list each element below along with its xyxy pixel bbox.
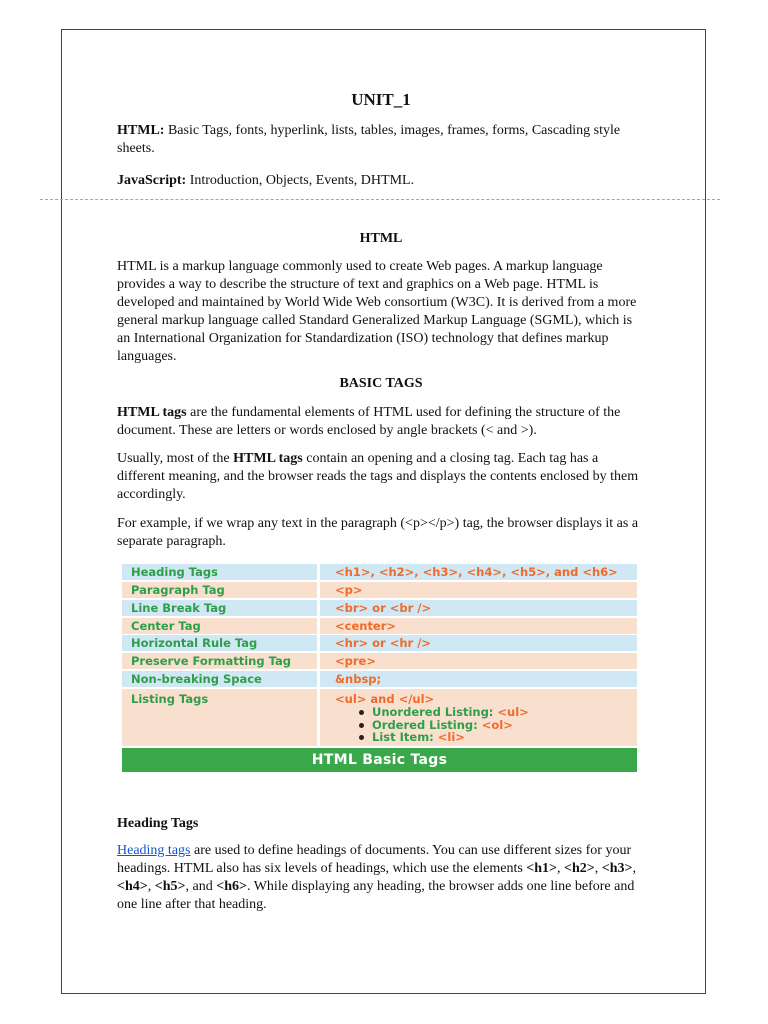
tag-h5: <h5> (154, 879, 186, 894)
tag-name-cell: Preserve Formatting Tag (122, 653, 317, 669)
heading-tags-link[interactable]: Heading tags (117, 843, 191, 858)
unit-title: UNIT_1 (351, 90, 411, 109)
js-topics-text: Introduction, Objects, Events, DHTML. (186, 173, 415, 188)
list-tag: <li> (437, 730, 465, 744)
html-label: HTML: (117, 123, 165, 138)
tag-name-cell: Listing Tags (122, 689, 317, 746)
table-row (122, 582, 637, 598)
list-tag: <ul> (497, 705, 529, 719)
tag-name-cell: Paragraph Tag (122, 582, 317, 598)
heading-text-2: . While displaying any heading, the browser adds one line before and one line after that heading. (117, 879, 635, 912)
html-paragraph: HTML is a markup language commonly used to create Web pages. A markup language provides a way to describe the structure of text and graphics on a Web page. HTML is developed and maintained by World Wide Web consortium (W3C). It is derived from a more general markup language called Standard Generalized Markup Language (SGML), which is an International Organization for Standardization (ISO) technology that defines markup languages. (117, 259, 637, 364)
table-row (122, 635, 637, 651)
basic-tags-paragraph-2 (117, 450, 645, 504)
tag-h1: <h1> (526, 861, 558, 876)
basic-tags-paragraph-3: For example, if we wrap any text in the paragraph (<p></p>) tag, the browser displays it as a separate paragraph. (117, 516, 639, 549)
html-topics (117, 122, 645, 158)
list-item (359, 705, 529, 719)
js-label: JavaScript: (117, 173, 187, 188)
heading-text-1: are used to define headings of documents. You can use different sizes for your headings. HTML also has six levels of headings, which use the elements (117, 843, 632, 876)
heading-tags-paragraph (117, 842, 645, 914)
html-basic-tags-table (122, 564, 637, 772)
bullet-icon (359, 723, 364, 728)
p2-text: contain an opening and a closing tag. Each tag has a different meaning, and the browser reads the tags and displays the contents enclosed by them accordingly. (117, 451, 639, 502)
page-break-line (40, 199, 720, 200)
heading-tags-title: Heading Tags (117, 816, 199, 831)
list-label: Ordered Listing: (372, 718, 482, 732)
p1-text: are the fundamental elements of HTML used for defining the structure of the document. These are letters or words enclosed by angle brackets (< and >). (117, 405, 621, 438)
html-topics-text: Basic Tags, fonts, hyperlink, lists, tables, images, frames, forms, Cascading style sheets. (117, 123, 621, 156)
tag-value-cell: <hr> or <hr /> (320, 635, 637, 651)
list-item (359, 730, 465, 744)
sep-5: , and (185, 879, 217, 894)
table-row (122, 600, 637, 616)
js-topics (117, 172, 645, 190)
sep-3: , (632, 861, 637, 876)
tag-name-cell: Horizontal Rule Tag (122, 635, 317, 651)
tag-value-cell: <center> (320, 618, 637, 634)
list-label: Unordered Listing: (372, 705, 498, 719)
bullet-icon (359, 710, 364, 715)
table-row (122, 671, 637, 687)
basic-tags-heading: BASIC TAGS (339, 376, 423, 391)
basic-tags-paragraph-1 (117, 404, 645, 440)
tag-h4: <h4> (117, 879, 148, 894)
table-row (122, 564, 637, 580)
tag-value-cell: <ul> and </ul> (320, 689, 637, 746)
sep-4: , (147, 879, 155, 894)
html-heading: HTML (359, 231, 403, 246)
tag-value-cell: <pre> (320, 653, 637, 669)
tag-name-cell: Line Break Tag (122, 600, 317, 616)
bold-html-tags-2: HTML tags (233, 451, 303, 466)
tag-h2: <h2> (564, 861, 595, 876)
tag-value-cell: <h1>, <h2>, <h3>, <h4>, <h5>, and <h6> (320, 564, 637, 580)
sep-1: , (557, 861, 565, 876)
bold-html-tags: HTML tags (117, 405, 187, 420)
tag-h3: <h3> (601, 861, 633, 876)
bullet-icon (359, 735, 364, 740)
sep-2: , (594, 861, 602, 876)
tag-value-cell: <br> or <br /> (320, 600, 637, 616)
p2-start: Usually, most of the (117, 451, 234, 466)
tag-h6: <h6> (216, 879, 247, 894)
list-label: List Item: (372, 730, 438, 744)
table-row (122, 653, 637, 669)
tag-value-cell: &nbsp; (320, 671, 637, 687)
tag-name-cell: Non-breaking Space (122, 671, 317, 687)
table-caption: HTML Basic Tags (122, 748, 637, 772)
list-tag: <ol> (481, 718, 513, 732)
tag-name-cell: Heading Tags (122, 564, 317, 580)
tag-value-cell: <p> (320, 582, 637, 598)
table-row (122, 618, 637, 634)
tag-name-cell: Center Tag (122, 618, 317, 634)
